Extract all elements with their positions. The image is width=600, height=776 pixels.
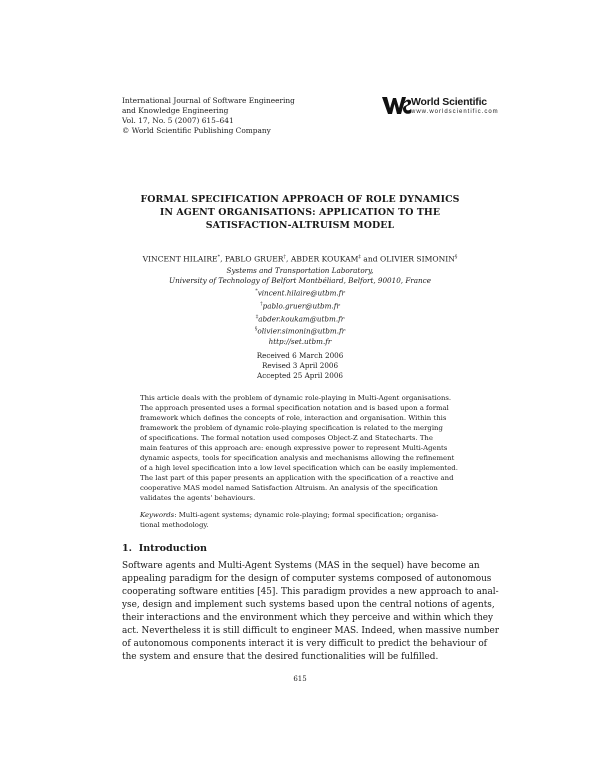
accepted-date: Accepted 25 April 2006: [257, 371, 343, 380]
author-list: [100, 254, 500, 264]
author-mark: §: [454, 254, 458, 260]
title-line: IN AGENT ORGANISATIONS: APPLICATION TO THE: [159, 207, 441, 218]
body-line: their interactions and the environment which they perceive and within which they: [122, 613, 494, 623]
keywords-line: [140, 510, 460, 520]
body-line: Software agents and Multi-Agent Systems (MAS in the sequel) have become an: [122, 561, 480, 571]
email-line: [100, 312, 500, 325]
logo-text: World Scientific: [411, 96, 487, 108]
body-paragraph: [122, 560, 500, 664]
abstract-line: The approach presented uses a formal specification notation and is based upon a formal: [140, 404, 449, 413]
email-line: [100, 286, 500, 299]
author-name: ABDER KOUKAM: [290, 254, 359, 264]
email-mark: ‡: [255, 313, 259, 320]
keywords-line: tional methodology.: [140, 521, 209, 530]
submission-dates: [200, 351, 400, 381]
author-separator: ,: [286, 254, 291, 264]
revised-date: Revised 3 April 2006: [261, 361, 339, 370]
journal-line: Vol. 17, No. 5 (2007) 615–641: [122, 116, 234, 125]
journal-header: [122, 96, 295, 136]
journal-line: International Journal of Software Engineering: [122, 96, 295, 105]
keywords-text: : Multi-agent systems; dynamic role-playing; formal specification; organisa-: [174, 511, 439, 519]
email-mark: *: [255, 288, 258, 295]
abstract-line: cooperative MAS model named Satisfaction Altruism. An analysis of the specification: [140, 484, 438, 493]
body-line: appealing paradigm for the design of computer systems composed of autonomous: [122, 574, 492, 584]
received-date: Received 6 March 2006: [256, 351, 344, 360]
author-name: OLIVIER SIMONIN: [380, 254, 455, 264]
abstract-line: dynamic aspects, tools for specification analysis and mechanisms allowing the refinement: [140, 454, 455, 463]
paper-title: [100, 193, 500, 232]
section-title: Introduction: [138, 543, 208, 554]
title-line: SATISFACTION-ALTRUISM MODEL: [205, 220, 395, 231]
email-line: [100, 299, 500, 312]
abstract-line: The last part of this paper presents an application with the specification of a reactive and: [140, 474, 454, 483]
keywords-label: Keywords: [140, 511, 175, 519]
lab-name: Systems and Transportation Laboratory,: [226, 266, 374, 275]
affiliation: [100, 266, 500, 347]
body-line: act. Nevertheless it is still difficult to engineer MAS. Indeed, when massive number: [122, 626, 500, 636]
author-separator: ,: [220, 254, 225, 264]
journal-line: © World Scientific Publishing Company: [122, 126, 271, 135]
body-line: of autonomous components interact it is very difficult to predict the behaviour of: [122, 639, 487, 649]
page-number: 615: [293, 675, 307, 683]
email-line: [100, 324, 500, 337]
email-mark: §: [254, 326, 258, 333]
abstract-line: main features of this approach are: enough expressive power to represent Multi-Agents: [140, 444, 448, 453]
abstract-line: framework the problem of dynamic role-playing specification is related to the merging: [140, 424, 443, 433]
section-number: 1.: [122, 543, 133, 554]
title-line: FORMAL SPECIFICATION APPROACH OF ROLE DYNAMICS: [140, 194, 460, 205]
world-scientific-logo-icon: [382, 94, 412, 116]
abstract-line: validates the agents' behaviours.: [140, 494, 256, 503]
email-link[interactable]: vincent.hilaire@utbm.fr: [257, 288, 345, 298]
section-heading: [122, 543, 207, 554]
abstract: [140, 393, 460, 504]
journal-line: and Knowledge Engineering: [122, 106, 229, 115]
author-separator: and: [360, 254, 380, 264]
body-line: cooperating software entities [45]. This paradigm provides a new approach to anal-: [122, 587, 499, 597]
body-line: yse, design and implement such systems based upon the central notions of agents,: [122, 600, 495, 610]
abstract-line: of specifications. The formal notation used composes Object-Z and Statecharts. The: [140, 434, 433, 443]
body-line: the system and ensure that the desired functionalities will be fulfilled.: [122, 652, 439, 662]
author-name: PABLO GRUER: [224, 254, 284, 264]
email-link[interactable]: pablo.gruer@utbm.fr: [262, 301, 340, 311]
university-name: University of Technology of Belfort Montbéliard, Belfort, 90010, France: [169, 276, 431, 286]
keywords: [140, 510, 460, 530]
abstract-line: of a high level specification into a low level specification which can be easily implemented.: [140, 464, 458, 473]
logo-subtext: www.worldscientific.com: [411, 109, 499, 115]
publisher-logo: [382, 94, 499, 118]
author-mark: †: [283, 254, 287, 260]
email-link[interactable]: olivier.simonin@utbm.fr: [257, 326, 346, 336]
author-mark: ‡: [358, 254, 361, 260]
email-mark: †: [260, 301, 263, 307]
lab-url-link[interactable]: http://set.utbm.fr: [268, 336, 332, 346]
email-link[interactable]: abder.koukam@utbm.fr: [258, 313, 345, 323]
author-mark: *: [217, 254, 221, 260]
abstract-line: framework which defines the concepts of role, interaction and organisation. Within this: [140, 414, 447, 423]
author-name: VINCENT HILAIRE: [142, 254, 218, 264]
abstract-line: This article deals with the problem of dynamic role-playing in Multi-Agent organisations.: [140, 394, 452, 402]
